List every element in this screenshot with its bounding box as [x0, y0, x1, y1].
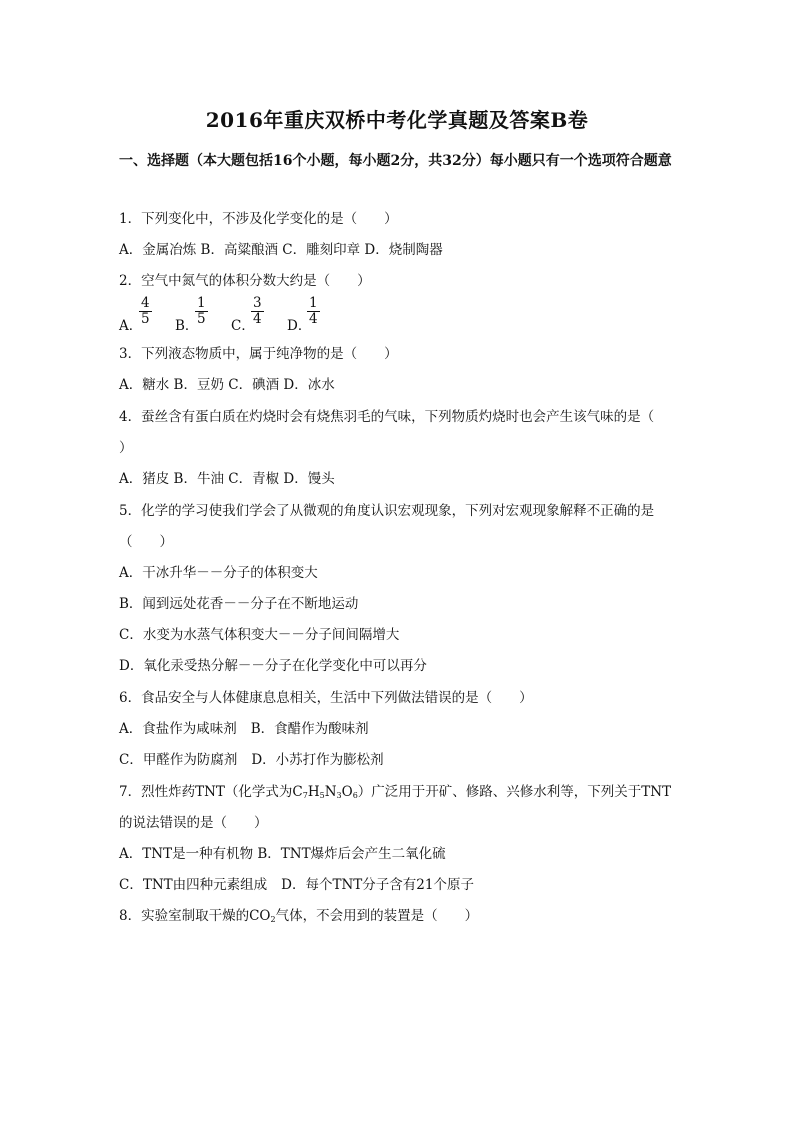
q7-option-d: D．每个TNT分子含有21个原子: [281, 877, 474, 893]
fraction-denominator: 4: [253, 311, 262, 327]
fraction-numerator: 1: [309, 295, 318, 311]
q4-stem-line1: 4．蚕丝含有蛋白质在灼烧时会有烧焦羽毛的气味，下列物质灼烧时也会产生该气味的是（: [119, 409, 655, 425]
q1-options: A．金属冶炼 B．高粱酿酒 C．雕刻印章 D．烧制陶器: [119, 242, 443, 258]
document-title: 2016年重庆双桥中考化学真题及答案B卷: [205, 108, 589, 132]
fraction: [307, 296, 320, 327]
q2-option-a: [119, 296, 179, 336]
option-label: A．: [119, 318, 143, 334]
q5-option-b: B．闻到远处花香－－分子在不断地运动: [119, 596, 359, 612]
fraction-denominator: 5: [197, 311, 206, 327]
q7-stem-line2: 的说法错误的是（ ）: [119, 815, 268, 831]
q4-stem-line2: ）: [119, 440, 133, 456]
q7-stem-post: ）广泛用于开矿、修路、兴修水利等，下列关于TNT: [357, 784, 672, 800]
q2-option-c: [231, 296, 291, 336]
q6-option-a: A．食盐作为咸味剂: [119, 721, 237, 737]
fraction-numerator: 3: [253, 295, 262, 311]
q7-stem-line1: [119, 780, 671, 800]
fraction-denominator: 4: [309, 311, 318, 327]
q7-option-c: C．TNT由四种元素组成: [119, 877, 268, 893]
q7-options-line1: A．TNT是一种有机物 B．TNT爆炸后会产生二氧化硫: [119, 846, 446, 862]
section-heading: 一、选择题（本大题包括16个小题，每小题2分，共32分）每小题只有一个选项符合题意: [119, 153, 672, 169]
q8-stem-pre: 8．实验室制取干燥的CO: [119, 908, 271, 924]
q6-options-line2: [119, 748, 384, 768]
fraction-numerator: 4: [141, 295, 150, 311]
q5-stem-line2: （ ）: [119, 534, 173, 550]
option-label: C．: [231, 318, 255, 334]
q7-stem-pre: 7．烈性炸药TNT（化学式为C: [119, 784, 303, 800]
q7-options-line2: [119, 873, 474, 893]
fraction-denominator: 5: [141, 311, 150, 327]
fraction: [139, 296, 152, 327]
fraction: [195, 296, 208, 327]
q5-option-c: C．水变为水蒸气体积变大－－分子间间隔增大: [119, 627, 400, 643]
fraction-numerator: 1: [197, 295, 206, 311]
q6-stem: 6．食品安全与人体健康息息相关，生活中下列做法错误的是（ ）: [119, 690, 533, 706]
q2-option-d: [287, 296, 347, 336]
formula-subscript: 2: [270, 915, 276, 924]
q2-stem: 2．空气中氮气的体积分数大约是（ ）: [119, 273, 371, 289]
q6-options-line1: [119, 717, 369, 737]
q8-stem-post: 气体，不会用到的装置是（ ）: [275, 908, 479, 924]
q2-option-b: [175, 296, 235, 336]
formula-subscript: 3: [336, 791, 342, 800]
fraction: [251, 296, 264, 327]
q5-option-a: A．干冰升华－－分子的体积变大: [119, 565, 318, 581]
formula-element: N: [324, 784, 337, 800]
option-label: D．: [287, 318, 312, 334]
q6-option-b: B．食醋作为酸味剂: [250, 721, 369, 737]
formula-element: H: [307, 784, 320, 800]
q4-options: A．猪皮 B．牛油 C．青椒 D．馒头: [119, 471, 335, 487]
q6-option-c: C．甲醛作为防腐剂: [119, 752, 238, 768]
q3-stem: 3．下列液态物质中，属于纯净物的是（ ）: [119, 346, 398, 362]
q5-option-d: D．氧化汞受热分解－－分子在化学变化中可以再分: [119, 658, 427, 674]
option-label: B．: [175, 318, 199, 334]
formula-element: O: [341, 784, 353, 800]
q8-stem: [119, 904, 478, 924]
q6-option-d: D．小苏打作为膨松剂: [251, 752, 384, 768]
q1-stem: 1．下列变化中，不涉及化学变化的是（ ）: [119, 211, 398, 227]
formula-subscript: 7: [302, 791, 308, 800]
formula-subscript: 5: [319, 791, 325, 800]
formula-subscript: 6: [352, 791, 358, 800]
q5-stem-line1: 5．化学的学习使我们学会了从微观的角度认识宏观现象，下列对宏观现象解释不正确的是: [119, 503, 655, 519]
q3-options: A．糖水 B．豆奶 C．碘酒 D．冰水: [119, 377, 335, 393]
